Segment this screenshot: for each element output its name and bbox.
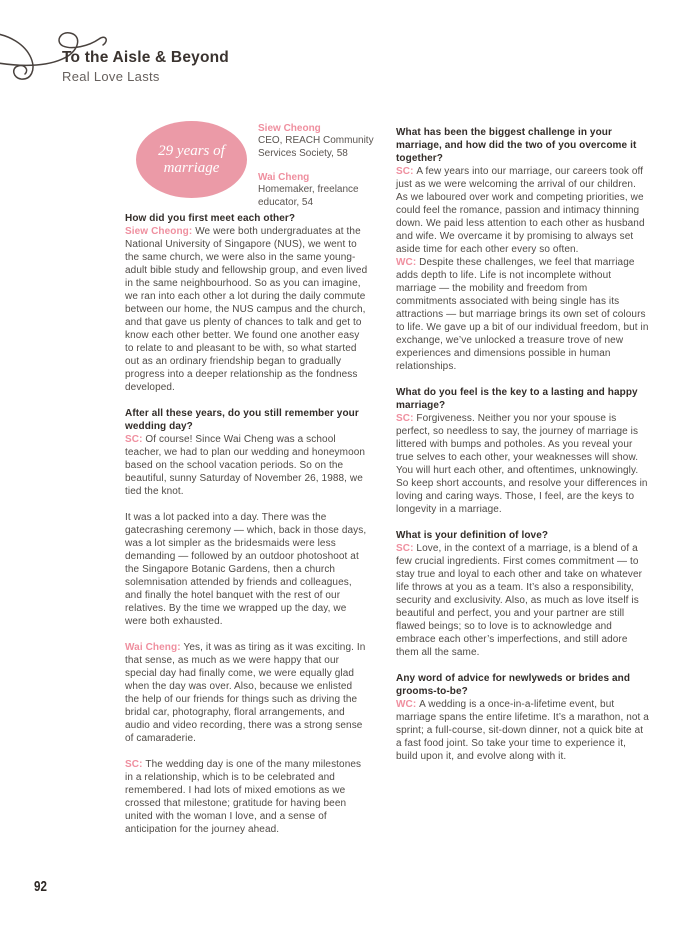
answer-paragraph: SC: Forgiveness. Neither you nor your spouse is perfect, so needless to say, the journey of marriage is littered with bumps and potholes. As you reveal your true selves to each other, your weaknesses will show. You will hurt each other, and oftentimes, unknowingly. So keep short accounts, and resolve your differences in loving and caring ways. Those, I feel, are the keys to longevity in a marriage.: [396, 413, 648, 515]
years-of-marriage-badge: [136, 121, 247, 198]
speaker-label: SC:: [396, 413, 417, 424]
question-heading: How did you first meet each other?: [125, 213, 296, 224]
qa-section: [396, 126, 650, 373]
qa-section: [396, 529, 650, 659]
qa-section: [125, 212, 369, 394]
qa-section: [396, 672, 650, 763]
qa-section: [125, 407, 369, 836]
speaker-label: SC:: [396, 543, 417, 554]
speaker-label: SC:: [396, 166, 417, 177]
masthead: [62, 49, 229, 84]
speaker-label: WC:: [396, 699, 420, 710]
answer-paragraph: Wai Cheng: Yes, it was as tiring as it was exciting. In that sense, as much as we were happy that our special day had finally come, we were equally glad when the day was over. Also, because we enlisted the help of our friends for things such as driving the bridal car, photography, floral arrangements, and audio and video recording, there was a strong sense of camaraderie.: [125, 642, 366, 744]
badge-line-2: marriage: [163, 159, 220, 176]
speaker-label: WC:: [396, 257, 420, 268]
answer-paragraph: SC: Love, in the context of a marriage, is a blend of a few crucial ingredients. First comes commitment — to stay true and loyal to each other and take on whatever life throws at you as a team. It’s also a responsibility, security and exclusivity. Also, as much as love itself is beautiful and perfect, you and your partner are still flawed beings; so to love is to acknowledge and embrace each other’s imperfections, and still adore them all the same.: [396, 543, 643, 658]
question-heading: What do you feel is the key to a lasting and happy marriage?: [396, 387, 638, 411]
answer-paragraph: SC: The wedding day is one of the many milestones in a relationship, which is to be celebrated and remembered. I had lots of mixed emotions as we crossed that milestone; gratitude for having been united with the woman I love, and a sense of anticipation for the journey ahead.: [125, 759, 362, 835]
participant: [258, 171, 390, 209]
participants-list: [258, 122, 390, 220]
page-subtitle: Real Love Lasts: [62, 69, 160, 84]
question-heading: After all these years, do you still remember your wedding day?: [125, 408, 359, 432]
speaker-label: SC:: [125, 434, 146, 445]
page-number: 92: [34, 879, 47, 895]
participant-name: Wai Cheng: [258, 172, 310, 184]
speaker-label: Siew Cheong:: [125, 226, 196, 237]
question-heading: What is your definition of love?: [396, 530, 549, 541]
answer-paragraph: WC: Despite these challenges, we feel that marriage adds depth to life. Life is not incomplete without marriage — the mobility and freedom from commitments associated with being single has its attractions — but marriage brings its own set of colours to life. We gave up a bit of our individual freedom, but in exchange, we’ve unlocked a treasure trove of new experiences and dimensions possible in human relationships.: [396, 257, 649, 372]
column-left: [125, 212, 369, 836]
badge-line-1: 29 years of: [158, 142, 225, 159]
question-heading: What has been the biggest challenge in your marriage, and how did the two of you overcome it together?: [396, 127, 637, 164]
answer-paragraph: SC: Of course! Since Wai Cheng was a school teacher, we had to plan our wedding and honeymoon based on the school vacation periods. So on the beautiful, sunny Saturday of November 26, 1988, we tied the knot.: [125, 434, 366, 497]
participant: [258, 122, 390, 160]
answer-paragraph: It was a lot packed into a day. There was the gatecrashing ceremony — which, back in those days, was a lot simpler as the bridesmaids were less demanding — followed by an outdoor photoshoot at the Singapore Botanic Gardens, then a church solemnisation attended by friends and colleagues, and finally the hotel banquet with the rest of our relatives. By the time we wrapped up the day, we were both exhausted.: [125, 512, 367, 627]
column-right: [396, 126, 650, 763]
page-title: To the Aisle & Beyond: [62, 49, 229, 66]
participant-description: CEO, REACH Community Services Society, 58: [258, 135, 374, 159]
participant-name: Siew Cheong: [258, 123, 321, 134]
qa-section: [396, 386, 650, 516]
participant-description: Homemaker, freelance educator, 54: [258, 184, 359, 208]
answer-paragraph: SC: A few years into our marriage, our careers took off just as we were welcoming the arrival of our children. As we laboured over work and competing priorities, we could feel the romance, passion and intimacy thinning down. We paid less attention to each other as husband and wife. We overcame it by promising to always set aside time for each other every so often.: [396, 166, 645, 255]
answer-paragraph: WC: A wedding is a once-in-a-lifetime event, but marriage spans the entire lifetime. It’s a marathon, not a sprint; a full-course, sit-down dinner, not a quick bite at a fast food joint. So take your time to experience it, build upon it, and evolve along with it.: [396, 699, 649, 762]
speaker-label: SC:: [125, 759, 146, 770]
speaker-label: Wai Cheng:: [125, 642, 184, 653]
question-heading: Any word of advice for newlyweds or brides and grooms-to-be?: [396, 673, 631, 697]
answer-paragraph: Siew Cheong: We were both undergraduates at the National University of Singapore (NUS), we went to the same church, we were also in the same young-adult bible study and fellowship group, and even lived in the same neighbourhood. So as you can imagine, we ran into each other a lot during the daily commute between our home, the NUS campus and the church, and that gave us plenty of chances to talk and get to know each other better. We found one another easy to relate to and pleasant to be with, so what started out as an ordinary friendship began to gradually progress into a deeper relationship as the fondness developed.: [125, 226, 368, 393]
